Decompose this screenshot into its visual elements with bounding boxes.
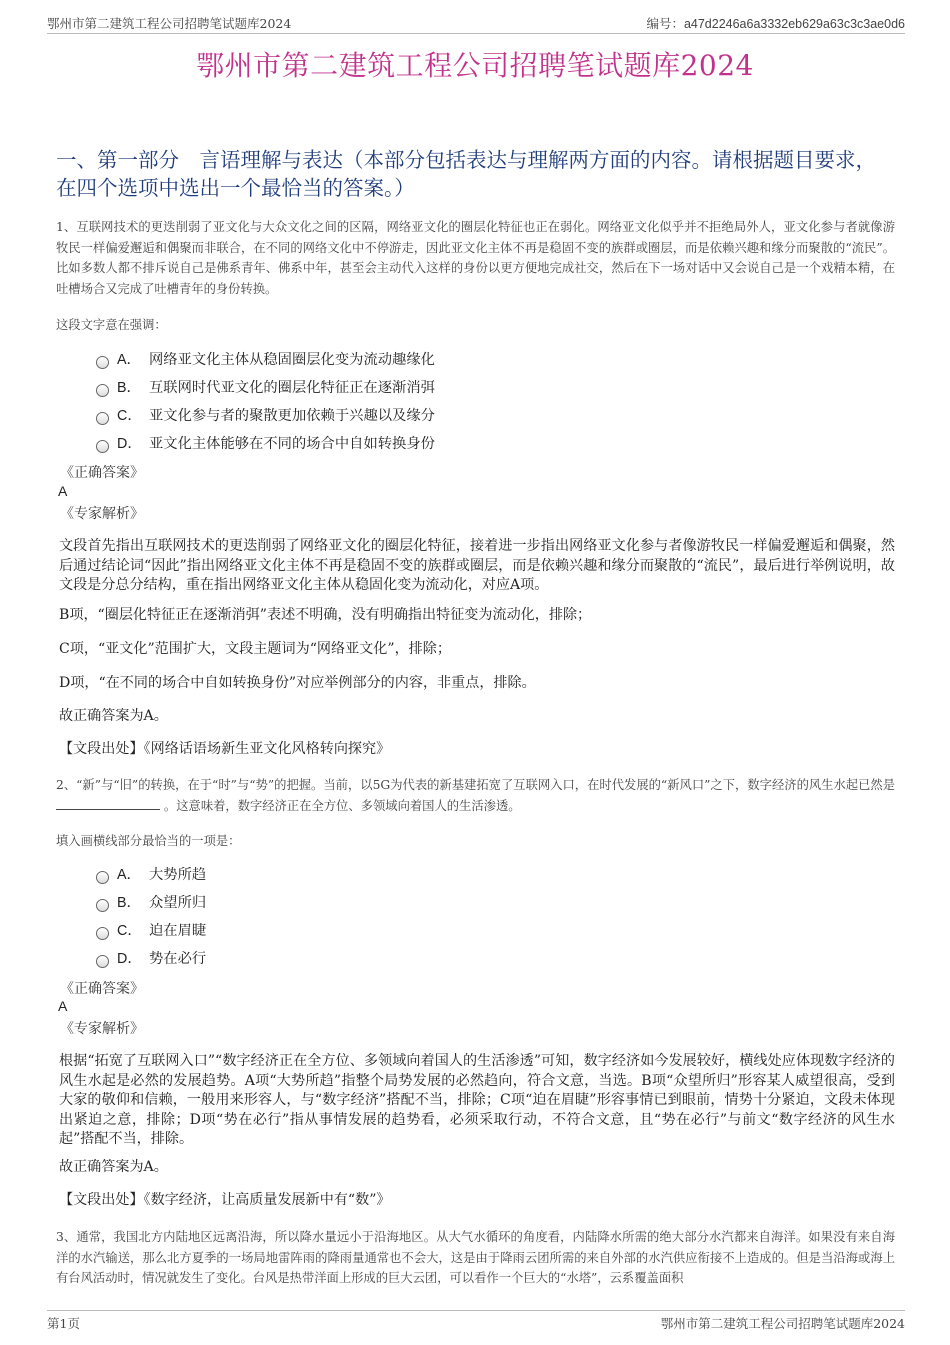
running-footer <box>47 1310 905 1330</box>
question-2-answer: A <box>58 998 68 1014</box>
question-2-prompt: 填入画横线部分最恰当的一项是： <box>56 834 241 848</box>
question-1-analysis-p4: D项，“在不同的场合中自如转换身份”对应举例部分的内容，非重点，排除。 <box>59 675 536 691</box>
option-text: 大势所趋 <box>149 867 207 883</box>
question-2-option-c[interactable] <box>96 916 206 944</box>
question-1-analysis-p3: C项，“亚文化”范围扩大，文段主题词为“网络亚文化”，排除； <box>59 641 451 657</box>
section-title: 一、第一部分 言语理解与表达（本部分包括表达与理解两方面的内容。请根据题目要求，在四个选项中选出一个最恰当的答案。） <box>56 148 876 200</box>
question-1-source: 【文段出处】《网络话语场新生亚文化风格转向探究》 <box>59 741 391 757</box>
option-letter: A． <box>117 867 141 883</box>
footer-page-number: 第1页 <box>47 1316 80 1331</box>
option-letter: C． <box>117 408 142 424</box>
question-1-analysis-p1: 文段首先指出互联网技术的更迭削弱了网络亚文化的圈层化特征，接着进一步指出网络亚文化参与者像游牧民一样偏爱邂逅和偶聚，然后通过结论词“因此”指出网络亚文化主体不再是稳固不变的族群或圈层，而是依赖兴趣和缘分而聚散的“流民”，最后进行举例说明，故文段是分总分结构，重在指出网络亚文化主体从稳固化变为流动化，对应A项。 <box>59 538 895 593</box>
question-1-analysis-p5: 故正确答案为A。 <box>59 708 168 724</box>
option-letter: D． <box>117 436 142 452</box>
question-1-stem: 1、互联网技术的更迭削弱了亚文化与大众文化之间的区隔，网络亚文化的圈层化特征也正在弱化。网络亚文化似乎并不拒绝局外人，亚文化参与者就像游牧民一样偏爱邂逅和偶聚而非联合，在不同的网络文化中不停游走，因此亚文化主体不再是稳固不变的族群或圈层，而是依赖兴趣和缘分而聚散的“流民”。比如多数人都不排斥说自己是佛系青年、佛系中年，甚至会主动代入这样的身份以更方便地完成社交，然后在下一场对话中又会说自己是一个戏精本精，在吐槽场合又完成了吐槽青年的身份转换。 <box>56 220 895 296</box>
running-header <box>47 14 905 34</box>
question-2-option-b[interactable] <box>96 888 206 916</box>
header-doc-name: 鄂州市第二建筑工程公司招聘笔试题库2024 <box>47 16 292 31</box>
option-text: 亚文化参与者的聚散更加依赖于兴趣以及缘分 <box>149 408 435 424</box>
footer-doc-name: 鄂州市第二建筑工程公司招聘笔试题库2024 <box>660 1316 905 1331</box>
question-3-stem: 3、通常，我国北方内陆地区远离沿海，所以降水量远小于沿海地区。从大气水循环的角度看，内陆降水所需的绝大部分水汽都来自海洋。如果没有来自海洋的水汽输送，那么北方夏季的一场局地雷阵雨的降雨量通常也不会大，这是由于降雨云团所需的来自外部的水汽供应衔接不上造成的。但是当沿海或海上有台风活动时，情况就发生了变化。台风是热带洋面上形成的巨大云团，可以看作一个巨大的“水塔”，云系覆盖面积 <box>56 1230 895 1285</box>
radio-icon[interactable] <box>96 412 109 425</box>
radio-icon[interactable] <box>96 440 109 453</box>
radio-icon[interactable] <box>96 871 109 884</box>
fill-blank <box>56 798 160 810</box>
radio-icon[interactable] <box>96 384 109 397</box>
question-1-options <box>96 345 435 457</box>
question-1-answer: A <box>58 483 68 499</box>
radio-icon[interactable] <box>96 927 109 940</box>
question-2-answer-label: 《正确答案》 <box>60 981 144 997</box>
question-2-option-a[interactable] <box>96 860 206 888</box>
option-text: 众望所归 <box>149 895 207 911</box>
question-2-analysis-p2: 故正确答案为A。 <box>59 1159 168 1175</box>
question-1-answer-label: 《正确答案》 <box>60 465 144 481</box>
question-1-option-a[interactable] <box>96 345 435 373</box>
question-1-prompt: 这段文字意在强调： <box>56 318 167 332</box>
question-2-analysis-label: 《专家解析》 <box>60 1021 144 1037</box>
option-letter: B． <box>117 895 141 911</box>
radio-icon[interactable] <box>96 356 109 369</box>
question-2-source: 【文段出处】《数字经济，让高质量发展新中有“数”》 <box>59 1192 391 1208</box>
option-letter: C． <box>117 923 142 939</box>
question-2-stem <box>56 775 895 816</box>
question-2-option-d[interactable] <box>96 944 206 972</box>
header-doc-code: 编号：a47d2246a6a3332eb629a63c3c3ae0d6 <box>646 17 905 31</box>
question-2-stem-b: 。这意味着，数字经济正在全方位、多领域向着国人的生活渗透。 <box>163 798 521 813</box>
option-letter: A． <box>117 352 141 368</box>
question-1-analysis-label: 《专家解析》 <box>60 506 144 522</box>
option-text: 迫在眉睫 <box>149 923 207 939</box>
question-2-stem-a: 2、“新”与“旧”的转换，在于“时”与“势”的把握。当前，以5G为代表的新基建拓宽了互联网入口，在时代发展的“新风口”之下，数字经济的风生水起已然是 <box>56 778 895 792</box>
radio-icon[interactable] <box>96 899 109 912</box>
option-text: 亚文化主体能够在不同的场合中自如转换身份 <box>149 436 435 452</box>
option-letter: D． <box>117 951 142 967</box>
question-1-option-d[interactable] <box>96 429 435 457</box>
question-1-option-c[interactable] <box>96 401 435 429</box>
page-title: 鄂州市第二建筑工程公司招聘笔试题库2024 <box>196 49 754 82</box>
question-2-options <box>96 860 206 972</box>
question-1-option-b[interactable] <box>96 373 435 401</box>
option-text: 网络亚文化主体从稳固圈层化变为流动趣缘化 <box>149 352 435 368</box>
option-text: 势在必行 <box>149 951 207 967</box>
option-letter: B． <box>117 380 141 396</box>
radio-icon[interactable] <box>96 955 109 968</box>
option-text: 互联网时代亚文化的圈层化特征正在逐渐消弭 <box>149 380 435 396</box>
question-1-analysis-p2: B项，“圈层化特征正在逐渐消弭”表述不明确，没有明确指出特征变为流动化，排除； <box>59 607 592 623</box>
question-2-analysis-p1: 根据“拓宽了互联网入口”“数字经济正在全方位、多领域向着国人的生活渗透”可知，数字经济如今发展较好，横线处应体现数字经济的风生水起是必然的发展趋势。A项“大势所趋”指整个局势发展的必然趋向，符合文意，当选。B项“众望所归”形容某人威望很高，受到大家的敬仰和信赖，一般用来形容人，与“数字经济”搭配不当，排除；C项“迫在眉睫”形容事情已到眼前，情势十分紧迫，文段未体现出紧迫之意，排除；D项“势在必行”指从事情发展的趋势看，必须采取行动，不符合文意，且“势在必行”与前文“数字经济的风生水起”搭配不当，排除。 <box>59 1053 895 1147</box>
